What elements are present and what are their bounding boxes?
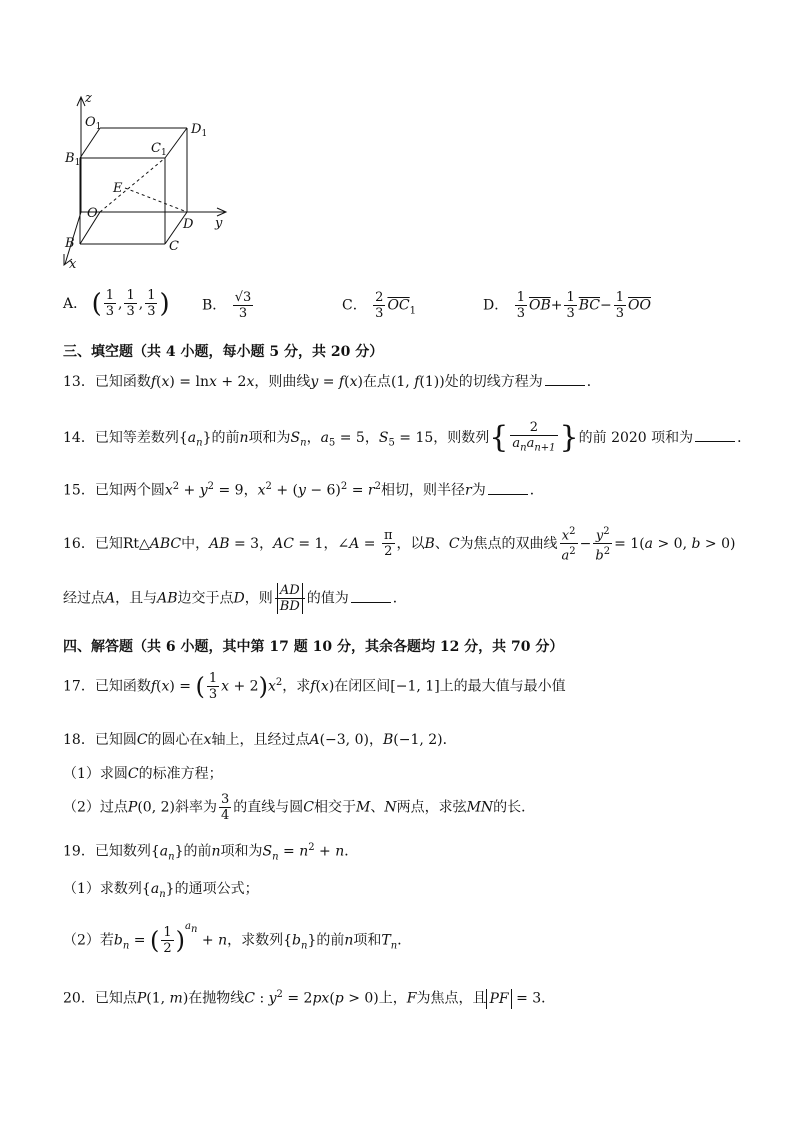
option-C: C． $\frac{2}{3}$ $\overline{OC}_1$ (342, 290, 417, 321)
question-19-part1: （1）求数列$\{a_n\}$的通项公式； (63, 881, 259, 900)
point-B-label: B (65, 236, 75, 251)
point-O-label: O (87, 206, 98, 221)
point-C1-label: $C_1$ (151, 141, 167, 158)
question-19-part2: （2）若$b_n$ = ( $\frac{1}{2}$ )$^{a_n}$ + n，求数列$\{b_n\}$的前n项和$T_n$． (63, 920, 412, 956)
question-18: 18．已知圆C的圆心在x轴上，且经过点A(−3, 0)，B(−1, 2)． (63, 732, 457, 748)
question-18-part1: （1）求圆C的标准方程； (63, 766, 223, 782)
option-B: B． $\frac{√3}{3}$ (202, 290, 252, 321)
section4-title: 四、解答题（共 6 小题，其中第 17 题 10 分，其余各题均 12 分，共 70 分） (63, 639, 564, 655)
point-B1-label: $B_1$ (65, 151, 81, 168)
option-D: D． $\frac{1}{3}$ $\overline{OB}+$ $\frac{1}{3}$ $\overline{BC}-$ $\frac{1}{3}$ $\overline{OO}$ (483, 290, 651, 321)
question-20: 20．已知点P(1, m)在抛物线C : $y^2 = 2px(p > 0)$上，F为焦点，且 PF = 3． (63, 989, 556, 1007)
axis-y-label: y (215, 216, 223, 231)
question-18-part2: （2）过点P(0, 2)斜率为 $\frac{3}{4}$ 的直线与圆C相交于M、N两点，求弦MN的长． (63, 792, 536, 823)
point-E-label: E (113, 181, 123, 196)
point-C-label: C (169, 239, 179, 254)
cube-figure (55, 88, 245, 273)
point-D-label: D (183, 217, 194, 232)
section3-title: 三、填空题（共 4 小题，每小题 5 分，共 20 分） (63, 344, 384, 360)
question-13: 13．已知函数f(x) = lnx + 2x，则曲线y = f(x)在点(1, f(1))处的切线方程为 ． (63, 374, 601, 390)
question-17: 17．已知函数f(x) = ( $\frac{1}{3}$ $x + 2)x^2$，求f(x)在闭区间[−1, 1]上的最大值与最小值 (63, 671, 566, 702)
question-16-cont: 经过点A，且与AB边交于点D，则 $\frac{AD}{BD}$ 的值为 ． (63, 583, 407, 614)
question-19: 19．已知数列$\{a_n\}$的前n项和为$S_n = n^2 + n$． (63, 842, 359, 863)
axis-z-label: z (85, 91, 92, 106)
question-14: 14．已知等差数列$\{a_n\}$的前n项和为$S_n$，$a_5 = 5$，$S_5 = 15$，则数列{ $\frac{2}{a_na_{n+1}}$ }的前 2020 项和为 ． (63, 419, 752, 455)
point-O1-label: $O_1$ (85, 115, 102, 132)
option-A: A． ( $\frac{1}{3}$ , $\frac{1}{3}$ , $\frac{1}{3}$ ) (63, 288, 170, 319)
options-row (63, 288, 170, 319)
question-15: 15．已知两个圆$x^2 + y^2 = 9$，$x^2 + (y - 6)^2 = r^2$相切，则半径r为 ． (63, 481, 544, 499)
axis-x-label: x (69, 257, 77, 272)
question-16: 16．已知Rt△ABC中，AB = 3，AC = 1，∠A = $\frac{\pi}{2}$ ，以B、C为焦点的双曲线 $\frac{x^2}{a^2}$ − $\frac{y^2}{b^2}$ = 1(a > 0, b > 0) (63, 526, 736, 564)
point-D1-label: $D_1$ (191, 122, 208, 139)
